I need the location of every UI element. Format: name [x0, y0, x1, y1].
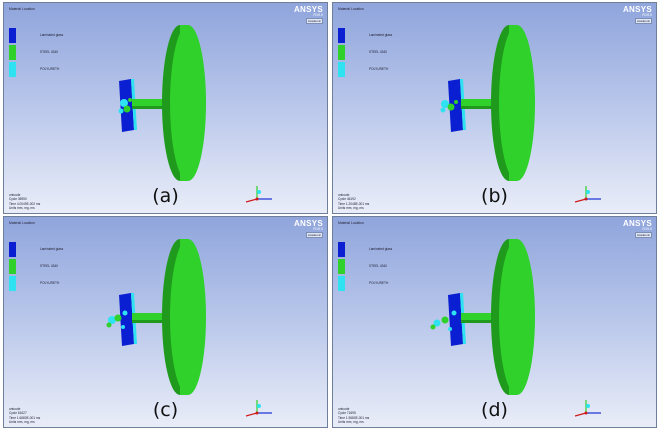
legend-label-steel: STEEL 4340 [40, 264, 58, 268]
academic-badge: Academic [636, 233, 650, 237]
panel-caption: (b) [481, 185, 508, 207]
info-code: ontcode [338, 193, 350, 198]
simulation-panel-b [332, 2, 657, 214]
info-units: Units mm, mg, ms [338, 419, 364, 424]
model-view [333, 3, 656, 213]
info-time: Time 1.2048E-001 ms [338, 201, 370, 206]
legend-title: Material Location [338, 7, 364, 11]
legend-label-polyurethane: POLYURETH [369, 281, 389, 285]
model-view [4, 3, 327, 213]
version-label: R19.0 [313, 13, 323, 17]
info-time: Time 1.6680E-001 ms [9, 415, 41, 420]
academic-badge: Academic [307, 233, 321, 237]
version-label: R19.0 [642, 13, 652, 17]
legend-label-steel: STEEL 4340 [369, 50, 387, 54]
legend-label-glass: Laminated glass [369, 33, 393, 37]
simulation-panel-c [3, 216, 328, 428]
legend-label-polyurethane: POLYURETH [369, 67, 389, 71]
run-info [9, 193, 40, 210]
run-info [9, 407, 40, 424]
info-units: Units mm, mg, ms [9, 419, 35, 424]
academic-badge: Academic [636, 19, 650, 23]
legend-label-polyurethane: POLYURETH [40, 281, 60, 285]
panel-caption: (d) [481, 399, 508, 421]
info-units: Units mm, mg, ms [9, 205, 35, 210]
legend-title: Material Location [9, 221, 35, 225]
version-label: R19.0 [642, 227, 652, 231]
model-view [4, 217, 327, 427]
model-view [333, 217, 656, 427]
ansys-logo: ANSYS [622, 219, 652, 228]
legend-label-polyurethane: POLYURETH [40, 67, 60, 71]
ansys-logo: ANSYS [293, 5, 323, 14]
info-code: ontcode [9, 193, 21, 198]
info-code: ontcode [9, 407, 21, 412]
version-label: R19.0 [313, 227, 323, 231]
simulation-panel-a [3, 2, 328, 214]
info-cycle: Cycle 61627 [9, 411, 27, 416]
steel-disk [491, 239, 535, 395]
run-info [338, 193, 369, 210]
simulation-panel-d [332, 216, 657, 428]
legend-title: Material Location [9, 7, 35, 11]
academic-badge: Academic [307, 19, 321, 23]
info-time: Time 1.9680E-001 ms [338, 415, 370, 420]
info-code: ontcode [338, 407, 350, 412]
legend-title: Material Location [338, 221, 364, 225]
panel-caption: (a) [152, 185, 179, 207]
info-cycle: Cycle 46192 [338, 197, 356, 202]
info-cycle: Cycle 36950 [9, 197, 27, 202]
ansys-logo: ANSYS [622, 5, 652, 14]
steel-disk [162, 25, 206, 181]
panel-caption: (c) [152, 399, 179, 421]
run-info [338, 407, 369, 424]
ansys-logo: ANSYS [293, 219, 323, 228]
legend-label-glass: Laminated glass [40, 33, 64, 37]
info-cycle: Cycle 71695 [338, 411, 356, 416]
steel-disk [491, 25, 535, 181]
info-time: Time 4.0049E-002 ms [9, 201, 41, 206]
legend-label-steel: STEEL 4340 [369, 264, 387, 268]
legend-label-glass: Laminated glass [40, 247, 64, 251]
legend-label-glass: Laminated glass [369, 247, 393, 251]
info-units: Units mm, mg, ms [338, 205, 364, 210]
legend-label-steel: STEEL 4340 [40, 50, 58, 54]
steel-disk [162, 239, 206, 395]
